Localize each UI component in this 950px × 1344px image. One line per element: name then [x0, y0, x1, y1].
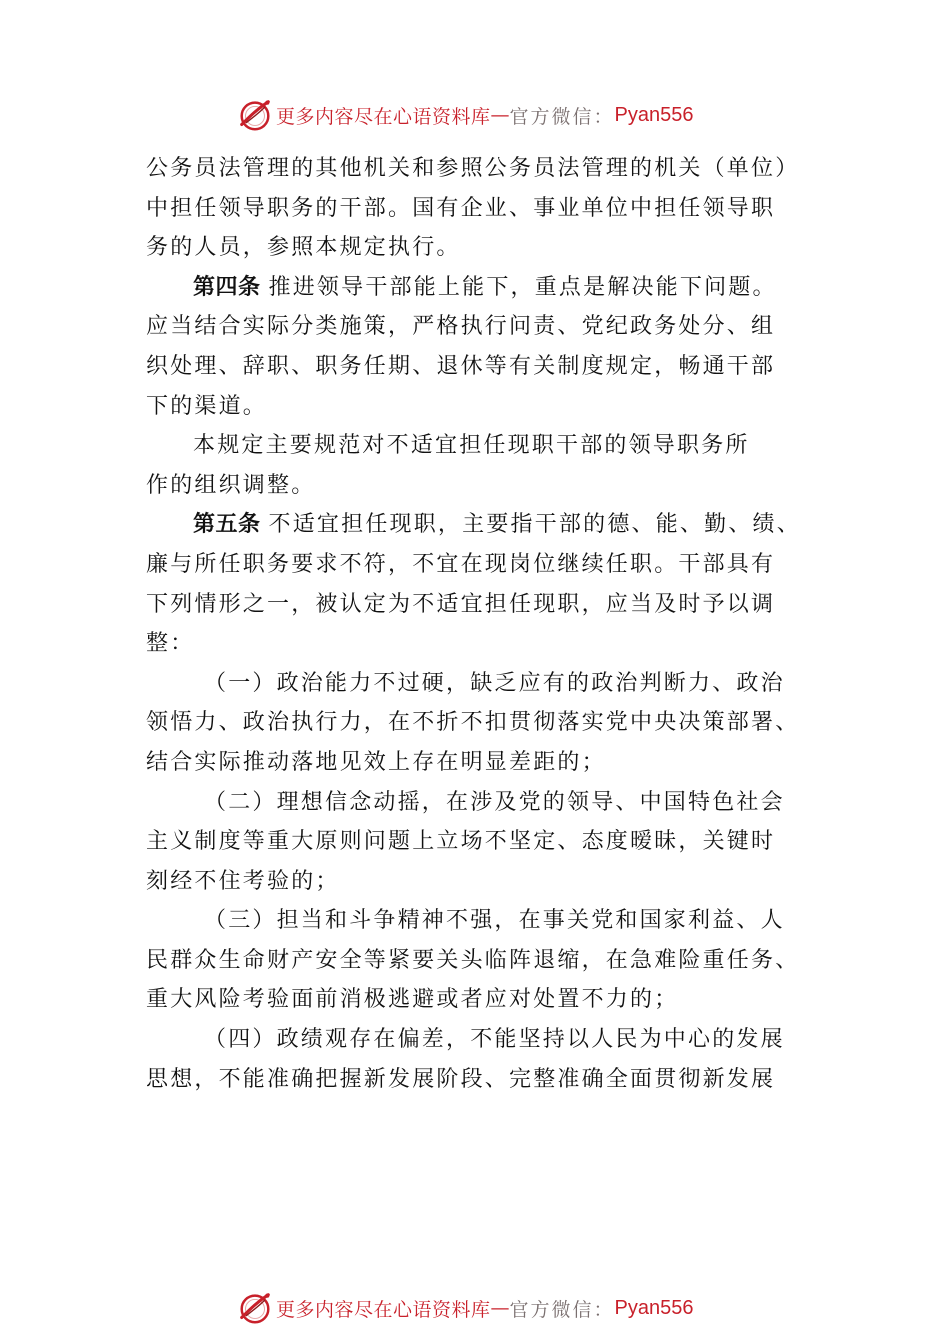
text-line: 重大风险考验面前消极逃避或者应对处置不力的； [146, 987, 679, 1013]
text-line: （三）担当和斗争精神不强，在事关党和国家利益、人 [204, 908, 785, 934]
text-line: 下列情形之一，被认定为不适宜担任现职，应当及时予以调 [146, 591, 776, 617]
text-line: 思想，不能准确把握新发展阶段、完整准确全面贯彻新发展 [146, 1066, 776, 1092]
footer-wechat-label: 官方微信： [509, 1298, 615, 1321]
text-line: 公务员法管理的其他机关和参照公务员法管理的机关（单位） [146, 156, 800, 181]
text-line: 整： [146, 631, 195, 657]
paragraph-scope-continued [146, 149, 816, 268]
text-line: （四）政绩观存在偏差，不能坚持以人民为中心的发展 [204, 1027, 785, 1053]
document-body [146, 149, 816, 1099]
text-line: （一）政治能力不过硬，缺乏应有的政治判断力、政治 [204, 670, 785, 696]
header-banner [236, 95, 726, 135]
text-line: 应当结合实际分类施策，严格执行问责、党纪政务处分、组 [146, 314, 776, 340]
header-wechat-id: Pyan556 [614, 103, 694, 126]
article-5-label: 第五条 [193, 512, 261, 538]
text-line: 中担任领导职务的干部。国有企业、事业单位中担任领导职 [146, 195, 776, 221]
text-line [146, 268, 816, 308]
article-5 [146, 505, 816, 663]
footer-slogan: 更多内容尽在心语资料库 [276, 1298, 491, 1321]
header-dash: — [490, 104, 510, 126]
list-item-3 [146, 901, 816, 1020]
text-line: 刻经不住考验的； [146, 868, 340, 894]
brush-circle-logo-icon [236, 96, 274, 134]
text-line: 结合实际推动落地见效上存在明显差距的； [146, 749, 606, 775]
list-item-1 [146, 664, 816, 783]
brush-circle-logo-icon [236, 1289, 274, 1327]
header-wechat-label: 官方微信： [509, 105, 615, 128]
text-line: 廉与所任职务要求不符，不宜在现岗位继续任职。干部具有 [146, 551, 776, 577]
article-4-label: 第四条 [193, 274, 261, 300]
article-4 [146, 268, 816, 426]
text-line: 民群众生命财产安全等紧要关头临阵退缩，在急难险重任务、 [146, 947, 800, 973]
text-line: 务的人员，参照本规定执行。 [146, 235, 461, 261]
footer-banner [236, 1288, 726, 1328]
paragraph-scope [146, 426, 816, 505]
footer-dash: — [490, 1297, 510, 1319]
list-item-2 [146, 783, 816, 902]
article-5-text: 不适宜担任现职，主要指干部的德、能、勤、绩、 [268, 512, 801, 538]
text-line: 本规定主要规范对不适宜担任现职干部的领导职务所 [193, 433, 750, 459]
text-line: 领悟力、政治执行力，在不折不扣贯彻落实党中央决策部署、 [146, 710, 800, 736]
text-line: 下的渠道。 [146, 393, 268, 419]
article-4-text: 推进领导干部能上能下，重点是解决能下问题。 [268, 274, 777, 300]
text-line: 主义制度等重大原则问题上立场不坚定、态度暧昧，关键时 [146, 829, 776, 855]
header-slogan: 更多内容尽在心语资料库 [276, 105, 491, 128]
text-line: 织处理、辞职、职务任期、退休等有关制度规定，畅通干部 [146, 353, 776, 379]
footer-wechat-id: Pyan556 [614, 1296, 694, 1319]
text-line: （二）理想信念动摇，在涉及党的领导、中国特色社会 [204, 789, 785, 815]
list-item-4 [146, 1020, 816, 1099]
text-line: 作的组织调整。 [146, 472, 316, 498]
text-line [146, 505, 816, 545]
